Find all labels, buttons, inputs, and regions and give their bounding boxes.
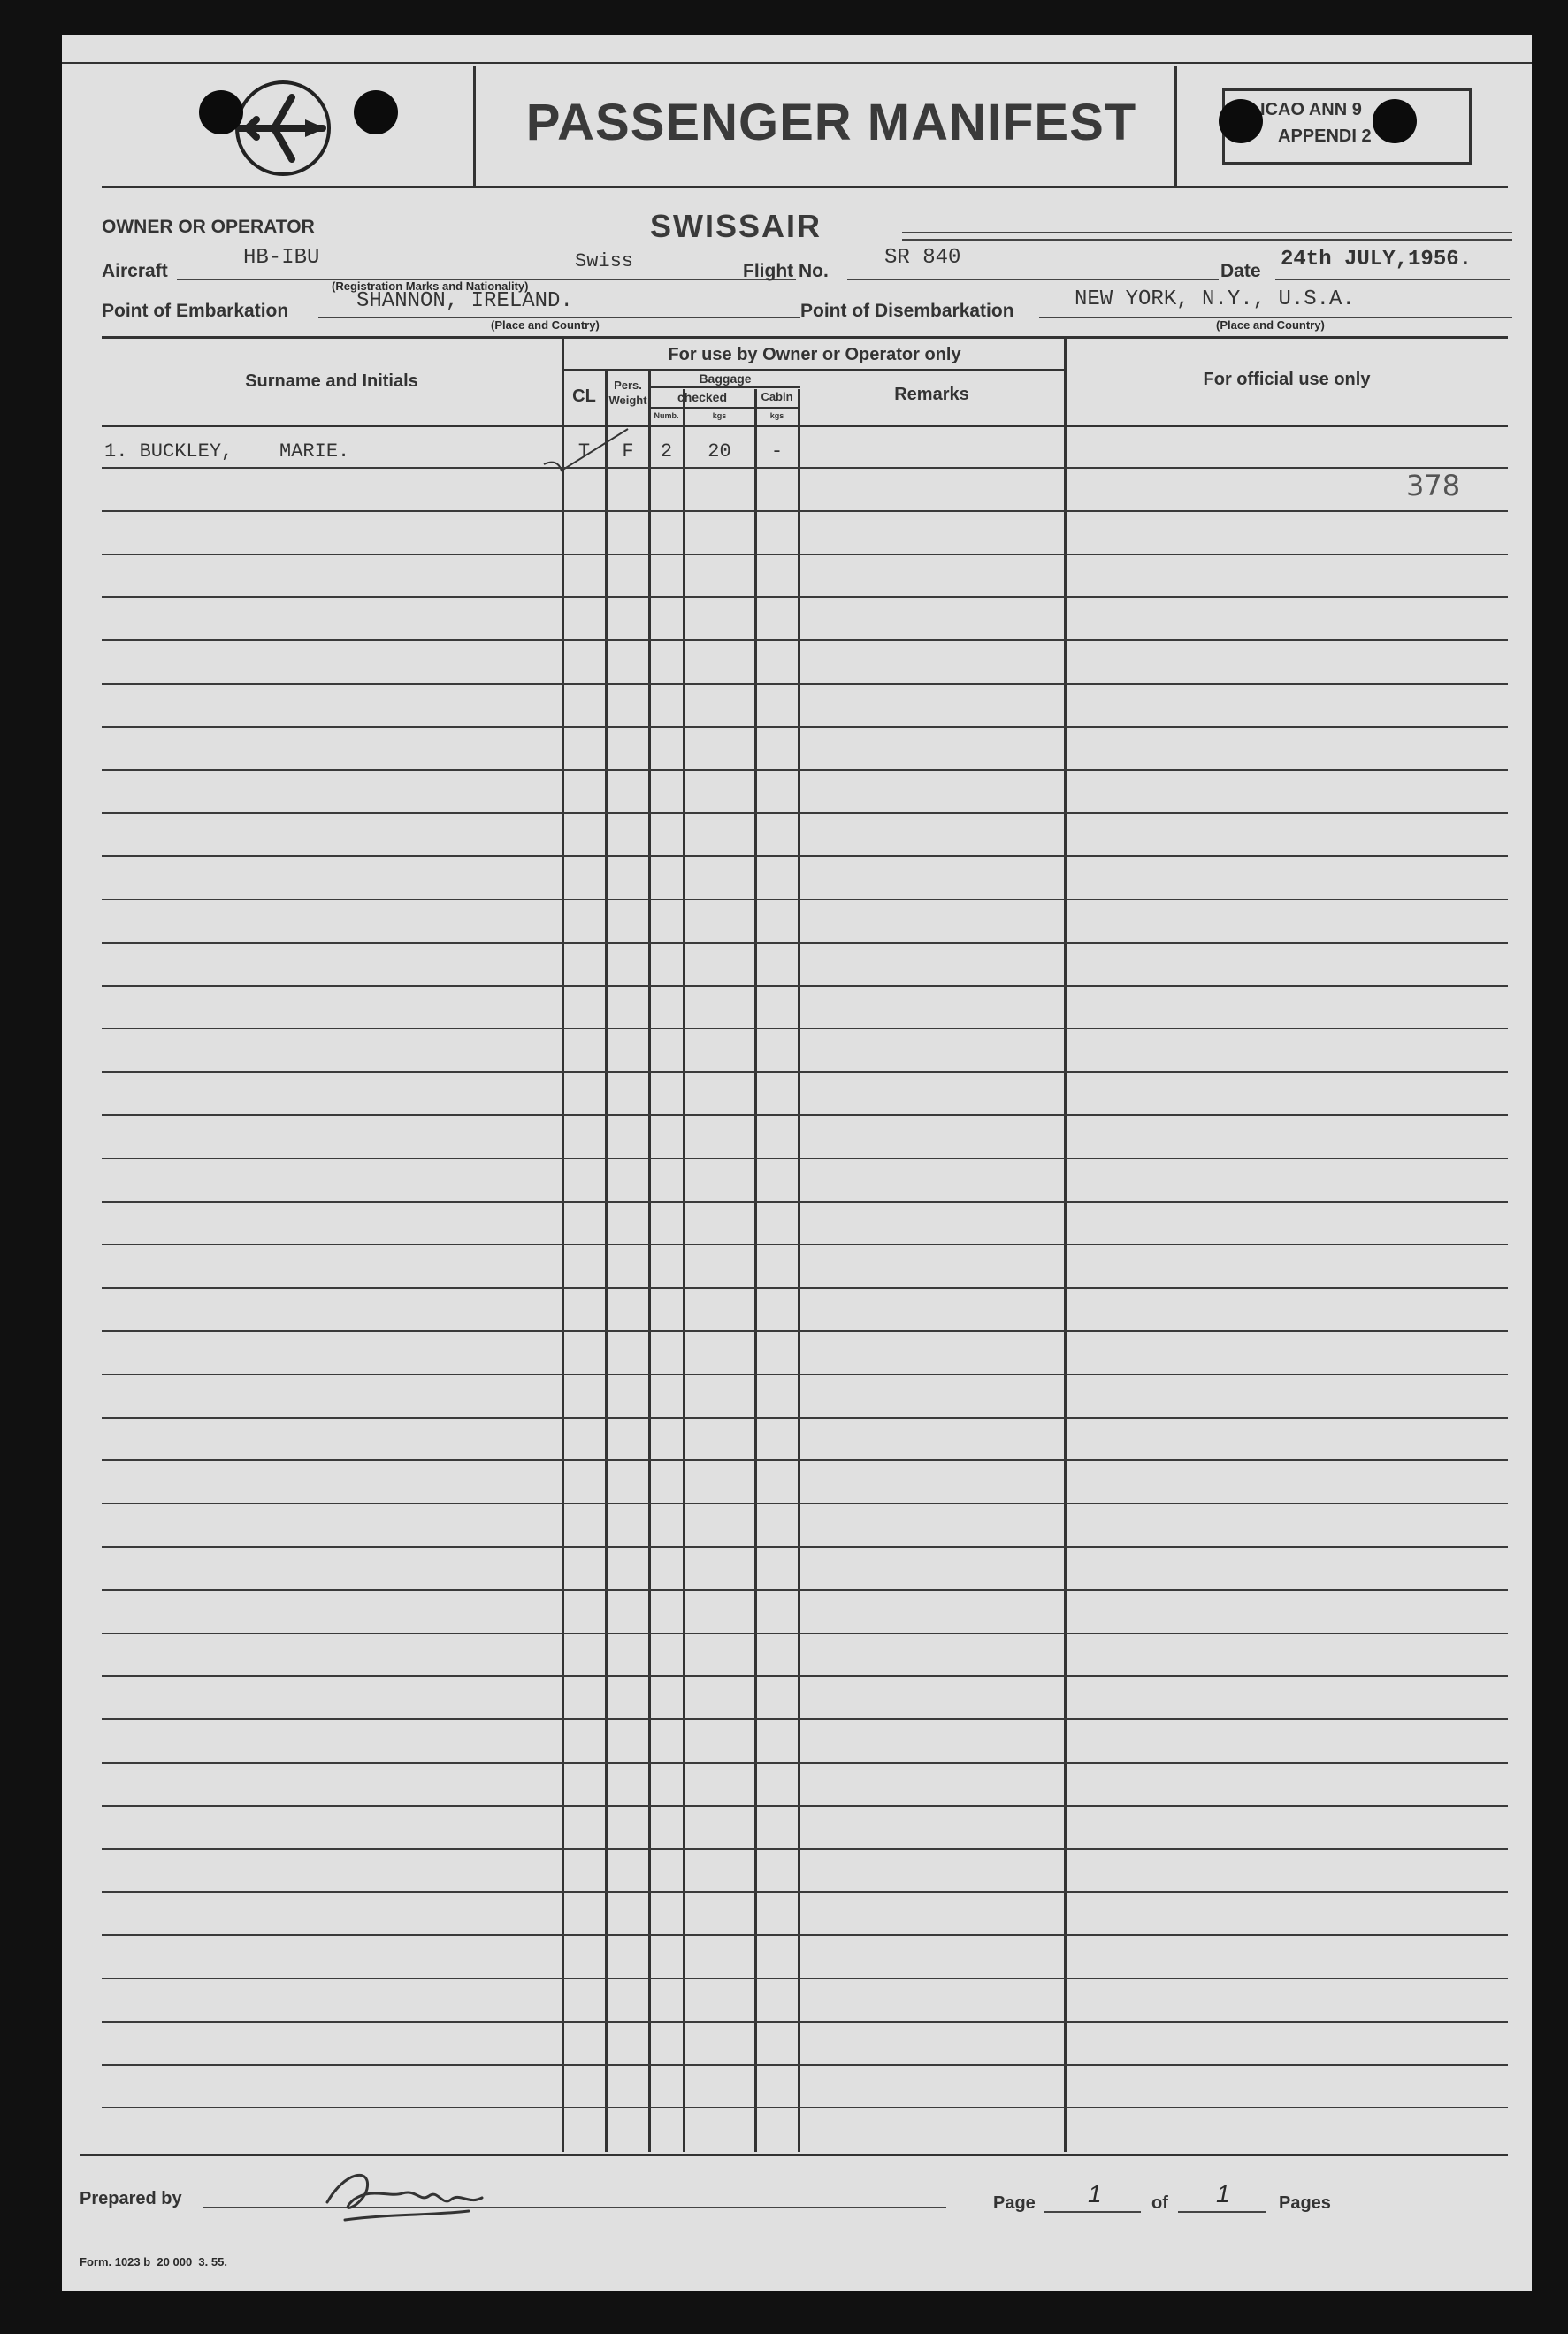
table-row-line <box>102 1589 1508 1591</box>
table-row-line <box>102 1675 1508 1677</box>
table-row-line <box>102 1978 1508 1979</box>
table-row-line <box>102 985 1508 987</box>
header-divider-left <box>473 66 476 186</box>
flight-label: Flight No. <box>743 261 829 281</box>
operator-value: SWISSAIR <box>650 208 822 244</box>
table-row-line <box>102 2064 1508 2066</box>
disembarkation-sublabel: (Place and Country) <box>1216 318 1325 332</box>
table-row-line <box>102 467 1508 469</box>
passenger-weight: F <box>622 440 634 463</box>
flight-value: SR 840 <box>884 246 961 270</box>
table-row-line <box>102 1718 1508 1720</box>
table-row-line <box>102 942 1508 944</box>
pages-label: Pages <box>1279 2193 1331 2213</box>
table-row-line <box>102 1244 1508 1245</box>
punch-hole-3 <box>1219 99 1263 143</box>
col-divider-weight <box>648 371 651 2152</box>
date-value: 24th JULY,1956. <box>1281 248 1472 272</box>
operator-fill-line <box>902 232 1512 233</box>
table-row-line <box>102 596 1508 598</box>
col-header-pers: Pers. <box>614 379 642 392</box>
aircraft-label: Aircraft <box>102 261 168 281</box>
table-row-line <box>102 683 1508 685</box>
date-label: Date <box>1220 261 1261 281</box>
table-row-line <box>102 1114 1508 1116</box>
table-row-line <box>102 2021 1508 2023</box>
table-row-line <box>102 554 1508 555</box>
table-row-line <box>102 1417 1508 1419</box>
table-row-line <box>102 1503 1508 1504</box>
table-row-line <box>102 639 1508 641</box>
col-header-kgs: kgs <box>712 411 727 420</box>
owner-group-rule <box>563 369 1066 371</box>
table-row-line <box>102 1934 1508 1936</box>
prepared-fill-line <box>203 2207 946 2208</box>
punch-hole-4 <box>1373 99 1417 143</box>
table-header-rule <box>102 425 1508 427</box>
table-row-line <box>102 899 1508 900</box>
col-divider-numb <box>683 389 685 2152</box>
table-row-line <box>102 1848 1508 1850</box>
date-fill-line <box>1275 279 1510 280</box>
table-row-line <box>102 1071 1508 1073</box>
header-bottom-rule <box>102 186 1508 188</box>
table-row-line <box>102 1546 1508 1548</box>
table-row-line <box>102 1158 1508 1159</box>
baggage-kgs: 20 <box>708 440 731 463</box>
col-divider-cabin <box>798 389 800 2152</box>
embarkation-label: Point of Embarkation <box>102 301 289 321</box>
col-divider-remarks <box>1064 339 1067 2152</box>
icao-line-1: ICAO ANN 9 <box>1260 100 1362 119</box>
baggage-count: 2 <box>660 440 673 463</box>
manifest-paper <box>62 35 1532 2291</box>
col-header-numb: Numb. <box>654 411 679 420</box>
of-value: 1 <box>1216 2180 1230 2208</box>
passenger-class: T <box>577 440 591 463</box>
table-row-line <box>102 1459 1508 1461</box>
prepared-label: Prepared by <box>80 2189 182 2208</box>
table-row-line <box>102 510 1508 512</box>
checked-rule <box>650 407 800 409</box>
page-label: Page <box>993 2193 1036 2213</box>
table-row-line <box>102 855 1508 857</box>
col-header-cabin: Cabin <box>761 390 793 403</box>
disembarkation-value: NEW YORK, N.Y., U.S.A. <box>1075 287 1355 311</box>
col-header-cl: CL <box>572 386 596 406</box>
page-fill-line <box>1044 2211 1141 2213</box>
col-divider-name <box>562 339 564 2152</box>
icao-line-2: APPENDI 2 <box>1278 126 1372 146</box>
table-row-line <box>102 1891 1508 1893</box>
table-row-line <box>102 1330 1508 1332</box>
footer-rule <box>80 2154 1508 2156</box>
table-row-line <box>102 812 1508 814</box>
col-header-baggage: Baggage <box>699 371 752 386</box>
table-row-line <box>102 1374 1508 1375</box>
table-row-line <box>102 1633 1508 1634</box>
table-row-line <box>102 2107 1508 2108</box>
disembarkation-label: Point of Disembarkation <box>800 301 1014 321</box>
page-value: 1 <box>1088 2180 1102 2208</box>
table-row-line <box>102 769 1508 771</box>
col-header-weight: Weight <box>608 394 647 407</box>
baggage-rule <box>650 386 800 388</box>
cabin-kgs: - <box>770 440 784 463</box>
of-label: of <box>1151 2193 1168 2213</box>
form-code: Form. 1023 b 20 000 3. 55. <box>80 2255 227 2269</box>
owner-group-header: For use by Owner or Operator only <box>668 345 961 364</box>
aircraft-sublabel: (Registration Marks and Nationality) <box>332 279 529 293</box>
passenger-name: 1. BUCKLEY, MARIE. <box>104 440 350 463</box>
flight-fill-line <box>847 279 1219 280</box>
header-divider-right <box>1174 66 1177 186</box>
header-top-rule <box>62 62 1532 64</box>
col-divider-kgs <box>754 389 757 2152</box>
official-stamp: 378 <box>1406 469 1461 502</box>
operator-label: OWNER OR OPERATOR <box>102 217 315 237</box>
table-row-line <box>102 1287 1508 1289</box>
operator-fill-line-2 <box>902 239 1512 241</box>
table-row-line <box>102 726 1508 728</box>
table-row-line <box>102 1028 1508 1029</box>
page-title: PASSENGER MANIFEST <box>525 94 1137 151</box>
aircraft-value: HB-IBU <box>243 246 320 270</box>
col-header-checked: checked <box>677 390 728 404</box>
airplane-logo <box>230 80 336 177</box>
airplane-icon <box>230 80 336 177</box>
aircraft-nationality: Swiss <box>575 250 634 272</box>
signature-image <box>318 2154 513 2233</box>
table-row-line <box>102 1805 1508 1807</box>
punch-hole-2 <box>354 90 398 134</box>
of-fill-line <box>1178 2211 1266 2213</box>
embarkation-value: SHANNON, IRELAND. <box>356 289 573 313</box>
col-header-name: Surname and Initials <box>245 371 418 391</box>
col-header-official: For official use only <box>1203 370 1371 389</box>
col-header-cabin-kgs: kgs <box>769 411 784 420</box>
punch-hole-1 <box>199 90 243 134</box>
table-top-rule <box>102 336 1508 339</box>
col-divider-cl <box>605 371 608 2152</box>
embarkation-sublabel: (Place and Country) <box>491 318 600 332</box>
table-row-line <box>102 1201 1508 1203</box>
col-header-remarks: Remarks <box>894 385 969 404</box>
table-row-line <box>102 1762 1508 1764</box>
